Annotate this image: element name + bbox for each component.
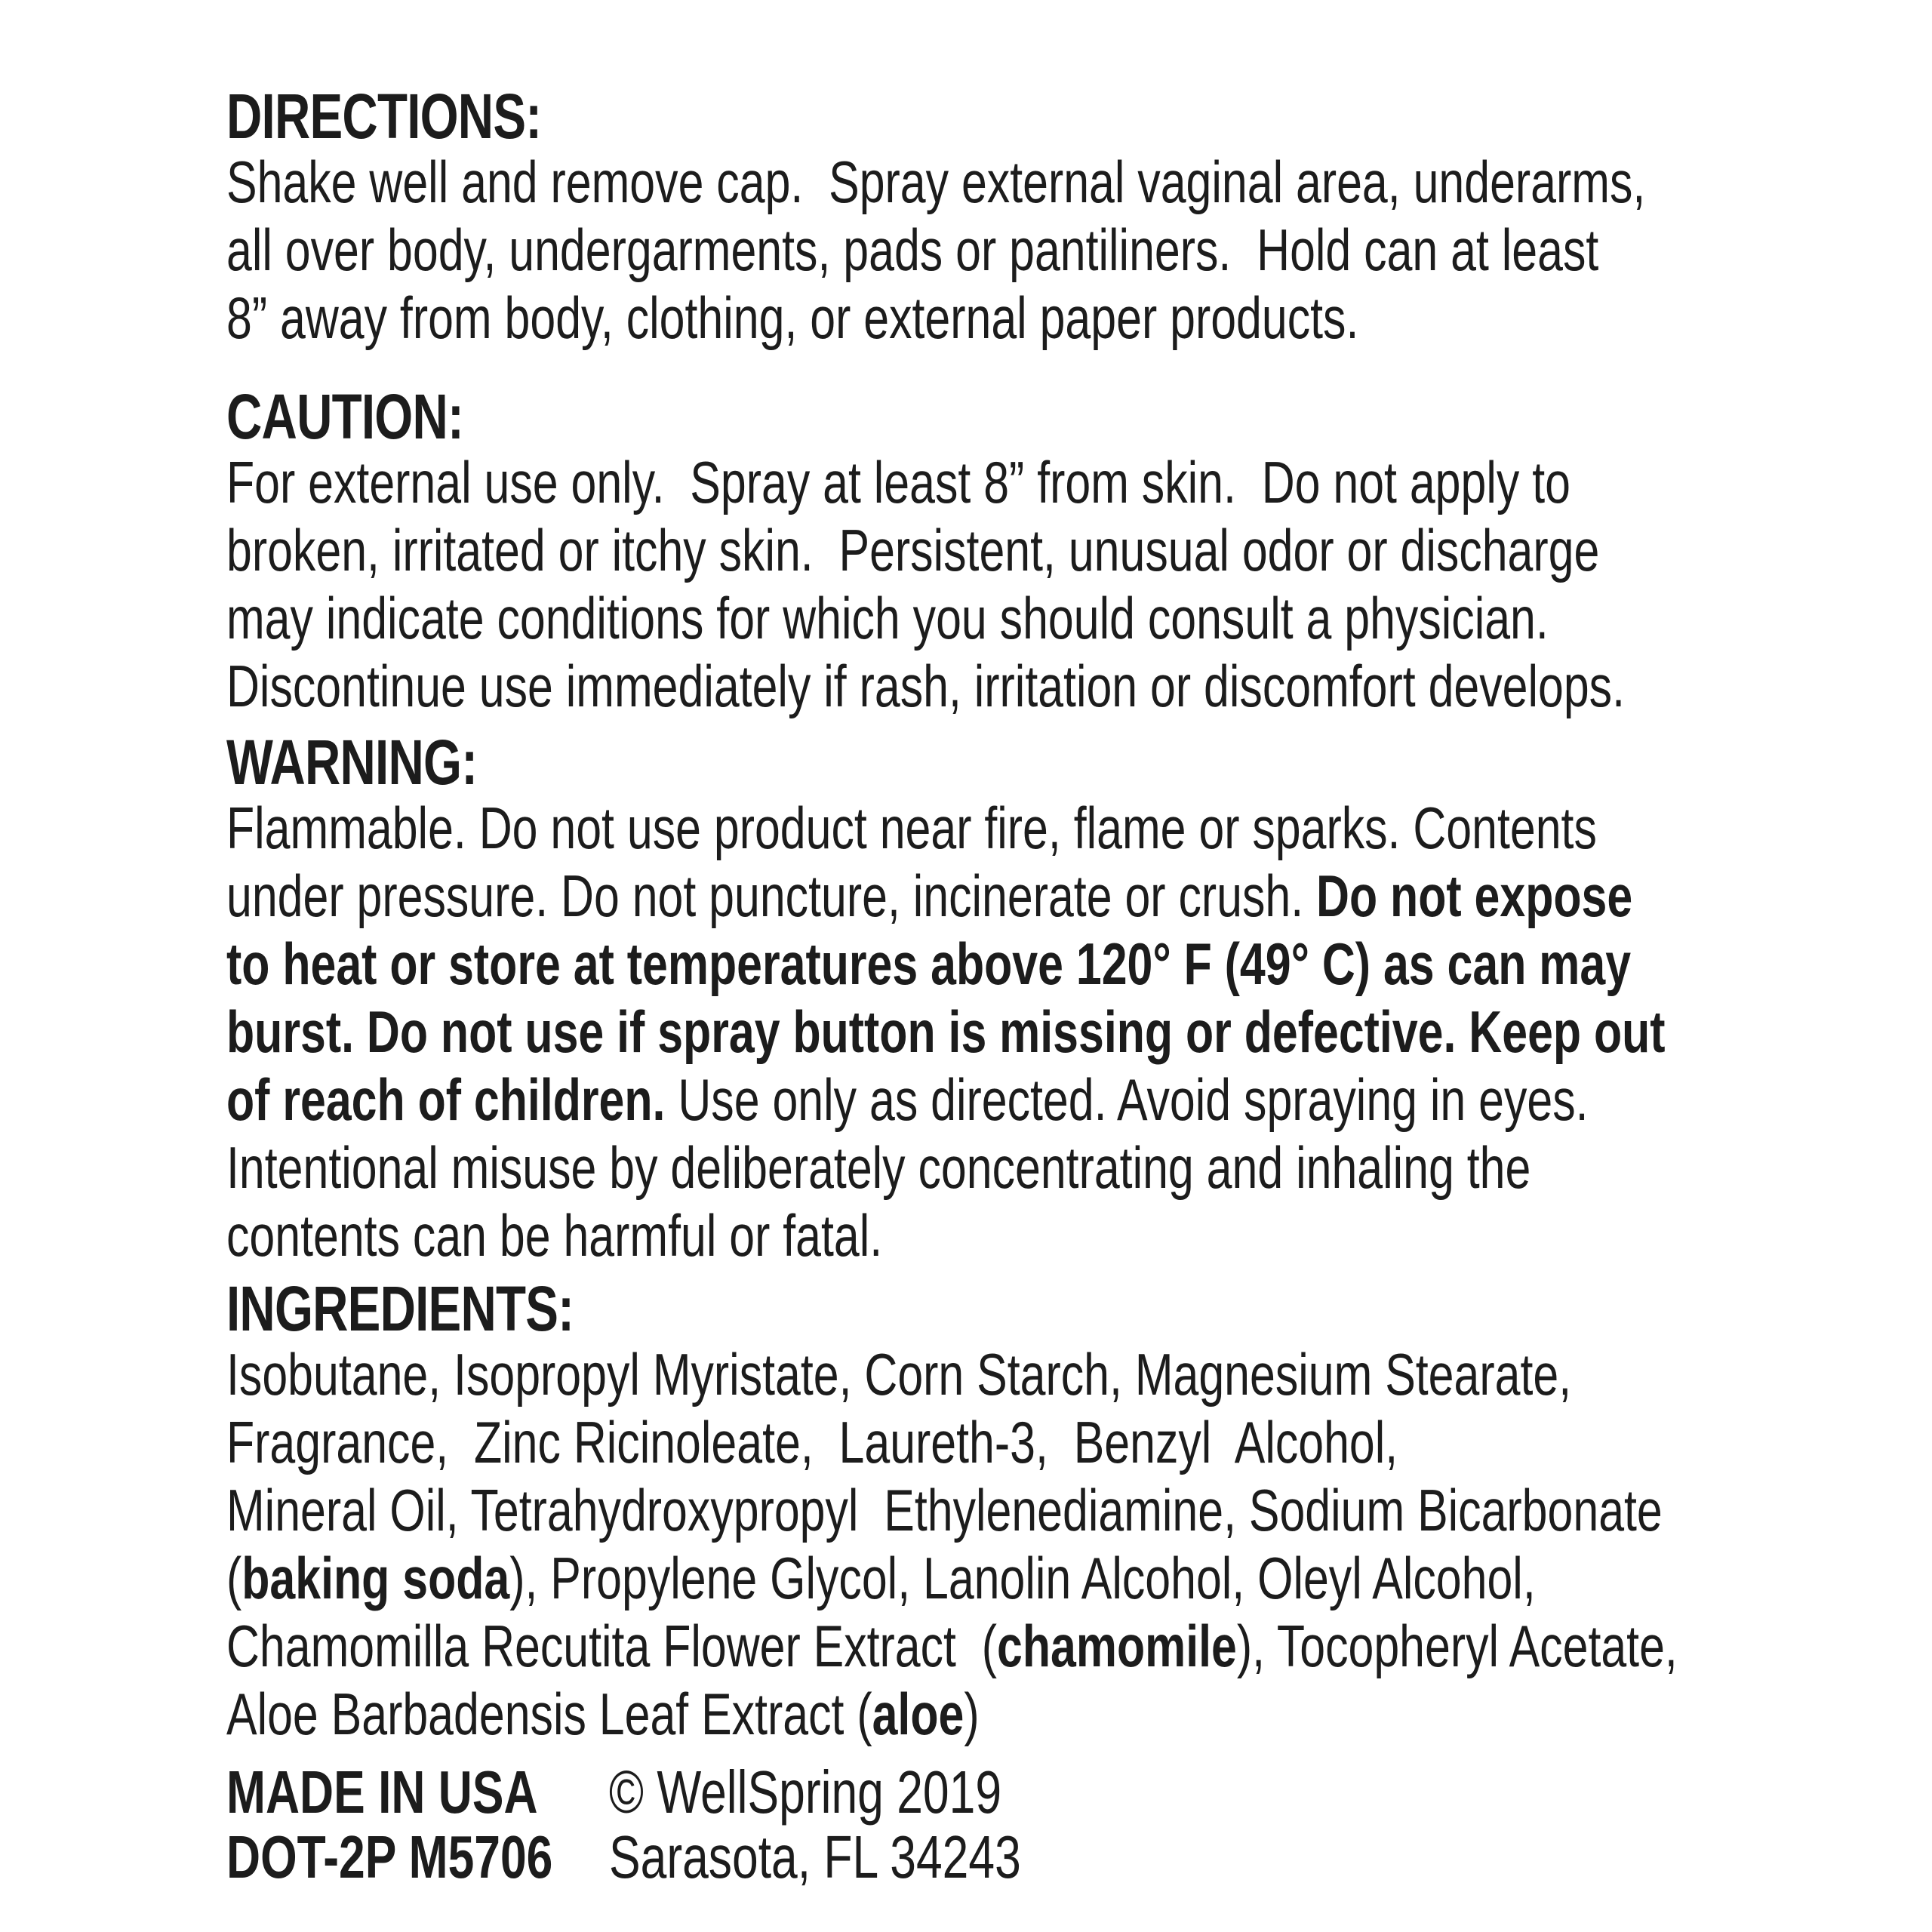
text-segment: Shake well and remove cap. Spray external vaginal area, underarms, [226, 149, 1646, 215]
caution-heading: CAUTION: [226, 381, 464, 452]
warning-text-line [226, 998, 1921, 1066]
directions-text-line [226, 148, 1921, 216]
dot-code-text: DOT-2P M5706 [226, 1823, 553, 1890]
text-segment: may indicate conditions for which you should consult a physician. [226, 585, 1549, 651]
text-segment: Chamomilla Recutita Flower Extract ( [226, 1613, 998, 1679]
made-in-usa-text: MADE IN USA [226, 1758, 538, 1826]
text-segment: under pressure. Do not puncture, incinerate or crush. [226, 863, 1317, 929]
bold-text-segment: Do not expose [1316, 863, 1633, 929]
directions-heading: DIRECTIONS: [226, 81, 542, 152]
text-segment: broken, irritated or itchy skin. Persistent, unusual odor or discharge [226, 517, 1600, 583]
caution-text-line [226, 516, 1921, 584]
caution-text-line [226, 652, 1921, 720]
text-segment: Use only as directed. Avoid spraying in eyes. [665, 1066, 1589, 1133]
bold-text-segment: baking soda [242, 1545, 510, 1611]
text-segment: Mineral Oil, Tetrahydroxypropyl Ethylenediamine, Sodium Bicarbonate [226, 1477, 1663, 1543]
text-segment: Isobutane, Isopropyl Myristate, Corn Starch, Magnesium Stearate, [226, 1341, 1572, 1407]
text-segment: all over body, undergarments, pads or pantiliners. Hold can at least [226, 217, 1599, 283]
warning-text-line [226, 1066, 1921, 1134]
copyright-text: © WellSpring 2019 [609, 1758, 1002, 1826]
ingredients-text-line [226, 1408, 1921, 1476]
ingredients-text-line [226, 1612, 1921, 1680]
label-text-block [226, 81, 1921, 1890]
text-segment: ), Tocopheryl Acetate, [1236, 1613, 1678, 1679]
directions-text-line [226, 284, 1921, 352]
text-segment: ) [964, 1681, 980, 1747]
text-segment: For external use only. Spray at least 8” from skin. Do not apply to [226, 449, 1571, 515]
warning-text-line [226, 1201, 1921, 1269]
caution-text-line [226, 448, 1921, 516]
warning-text-line [226, 862, 1921, 930]
text-segment: ( [226, 1545, 242, 1611]
text-segment: Aloe Barbadensis Leaf Extract ( [226, 1681, 872, 1747]
bold-text-segment: burst. Do not use if spray button is missing or defective. Keep out [226, 998, 1666, 1065]
ingredients-heading: INGREDIENTS: [226, 1273, 574, 1344]
bold-text-segment: aloe [872, 1681, 964, 1747]
footer [226, 1760, 1921, 1890]
label-sections [226, 81, 1921, 1748]
ingredients-text-line [226, 1680, 1921, 1748]
warning-text-line [226, 930, 1921, 998]
bold-text-segment: to heat or store at temperatures above 120° F (49° C) as can may [226, 931, 1632, 997]
warning-heading: WARNING: [226, 727, 478, 798]
text-segment: Flammable. Do not use product near fire, flame or sparks. Contents [226, 795, 1597, 861]
text-segment: contents can be harmful or fatal. [226, 1202, 883, 1269]
ingredients-text-line [226, 1340, 1921, 1408]
section-caution [226, 381, 1921, 720]
text-segment: Fragrance, Zinc Ricinoleate, Laureth-3, Benzyl Alcohol, [226, 1409, 1398, 1475]
directions-text-line [226, 216, 1921, 284]
warning-text-line [226, 1134, 1921, 1201]
bold-text-segment: chamomile [997, 1613, 1237, 1679]
section-directions [226, 81, 1921, 352]
text-segment: Intentional misuse by deliberately concentrating and inhaling the [226, 1134, 1531, 1201]
section-ingredients [226, 1273, 1921, 1748]
section-warning [226, 727, 1921, 1269]
address-text: Sarasota, FL 34243 [609, 1823, 1021, 1890]
text-segment: ), Propylene Glycol, Lanolin Alcohol, Oleyl Alcohol, [509, 1545, 1536, 1611]
bold-text-segment: of reach of children. [226, 1066, 666, 1133]
warning-text-line [226, 794, 1921, 862]
ingredients-text-line [226, 1544, 1921, 1612]
text-segment: Discontinue use immediately if rash, irritation or discomfort develops. [226, 653, 1626, 719]
caution-text-line [226, 584, 1921, 652]
text-segment: 8” away from body, clothing, or external paper products. [226, 285, 1359, 351]
ingredients-text-line [226, 1476, 1921, 1544]
